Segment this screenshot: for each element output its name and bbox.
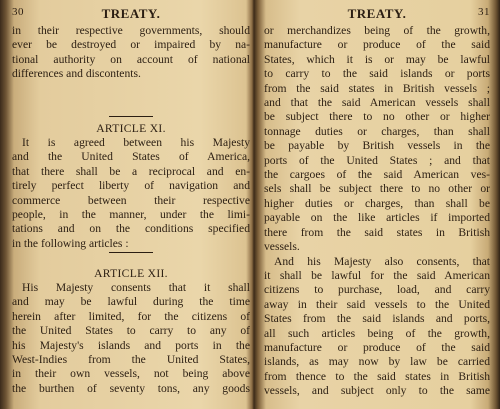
article-11-heading: ARTICLE XI. — [96, 122, 166, 135]
text-line: away in their said vessels to the United — [264, 297, 490, 311]
text-line: It is agreed between his Majesty — [22, 136, 250, 149]
text-line: His Majesty consents that it shall — [22, 281, 250, 294]
article-12-heading: ARTICLE XII. — [94, 267, 168, 280]
text-line: vessels, and subject only to the same — [264, 384, 490, 398]
text-line: and that the said American vessels shall — [264, 96, 490, 110]
text-line: in the following articles : — [12, 236, 129, 250]
text-line: from thence to the said states in British — [264, 369, 490, 383]
text-line: to carry to the said islands or ports — [264, 67, 490, 81]
text-line: payable on the like articles if imported — [264, 211, 490, 225]
left-page-header — [12, 6, 250, 22]
text-line: States, which it is or may be lawful — [264, 52, 490, 66]
left-page — [12, 0, 250, 409]
article-12-continued-body — [264, 24, 490, 399]
left-running-title: TREATY. — [101, 6, 161, 21]
left-top-paragraph — [12, 24, 250, 82]
section-rule — [109, 252, 153, 253]
text-line: differences and discontents. — [12, 67, 141, 81]
text-line: the burthen of seventy tons, any goods — [12, 381, 250, 395]
section-rule — [109, 116, 153, 117]
text-line: be payable by British vessels in the — [264, 139, 490, 153]
text-line: be subject there to no other or higher — [264, 110, 490, 124]
right-page-number: 31 — [478, 6, 490, 18]
text-line: ever be destroyed or impaired by na- — [12, 38, 250, 52]
article-11-body — [12, 136, 250, 251]
text-line: States from the said islands and ports, — [264, 312, 490, 326]
text-line: his Majesty's islands and ports in the — [12, 338, 250, 352]
text-line: citizens to purchase, load, and carry — [264, 283, 490, 297]
text-line: that there shall be a reciprocal and en- — [12, 164, 250, 178]
text-line: higher duties or charges, than shall be — [264, 196, 490, 210]
right-page-header — [264, 6, 490, 22]
text-line: sels shall be subject there to no other or — [264, 182, 490, 196]
text-line: the United States to carry to any of — [12, 324, 250, 338]
text-line: people, in the manner, under the limi- — [12, 208, 250, 222]
text-line: ports of the United States ; and that — [264, 153, 490, 167]
text-line: from the said states in British vessels ; — [264, 81, 490, 95]
text-line: herein after limited, for the citizens of — [12, 309, 250, 323]
text-line: islands, as may now by law be carried — [264, 355, 490, 369]
text-line: commerce between their respective — [12, 193, 250, 207]
text-line: tirely perfect liberty of navigation and — [12, 179, 250, 193]
left-page-number: 30 — [12, 6, 24, 18]
text-line: all such articles being of the growth, — [264, 326, 490, 340]
text-line: it shall be lawful for the said American — [264, 268, 490, 282]
text-line: in their respective governments, should — [12, 24, 250, 37]
text-line: tonnage duties or charges, than shall — [264, 124, 490, 138]
text-line: tations and on the conditions specified — [12, 222, 250, 236]
text-line: or merchandizes being of the growth, — [264, 24, 490, 37]
text-line: and may be lawful during the time — [12, 295, 250, 309]
right-running-title: TREATY. — [347, 6, 407, 21]
text-line: vessels. — [264, 240, 300, 254]
text-line: there from the said states in British — [264, 225, 490, 239]
text-line: the cargoes of the said American ves- — [264, 168, 490, 182]
right-page — [264, 0, 490, 409]
text-line: tional authority on account of national — [12, 52, 250, 66]
text-line: And his Majesty also consents, that — [274, 254, 490, 268]
article-12-body — [12, 281, 250, 396]
text-line: and the United States of America, — [12, 150, 250, 164]
text-line: West-Indies from the United States, — [12, 353, 250, 367]
text-line: manufacture or produce of the said — [264, 38, 490, 52]
text-line: in their own vessels, not being above — [12, 367, 250, 381]
text-line: manufacture or produce of the said — [264, 340, 490, 354]
